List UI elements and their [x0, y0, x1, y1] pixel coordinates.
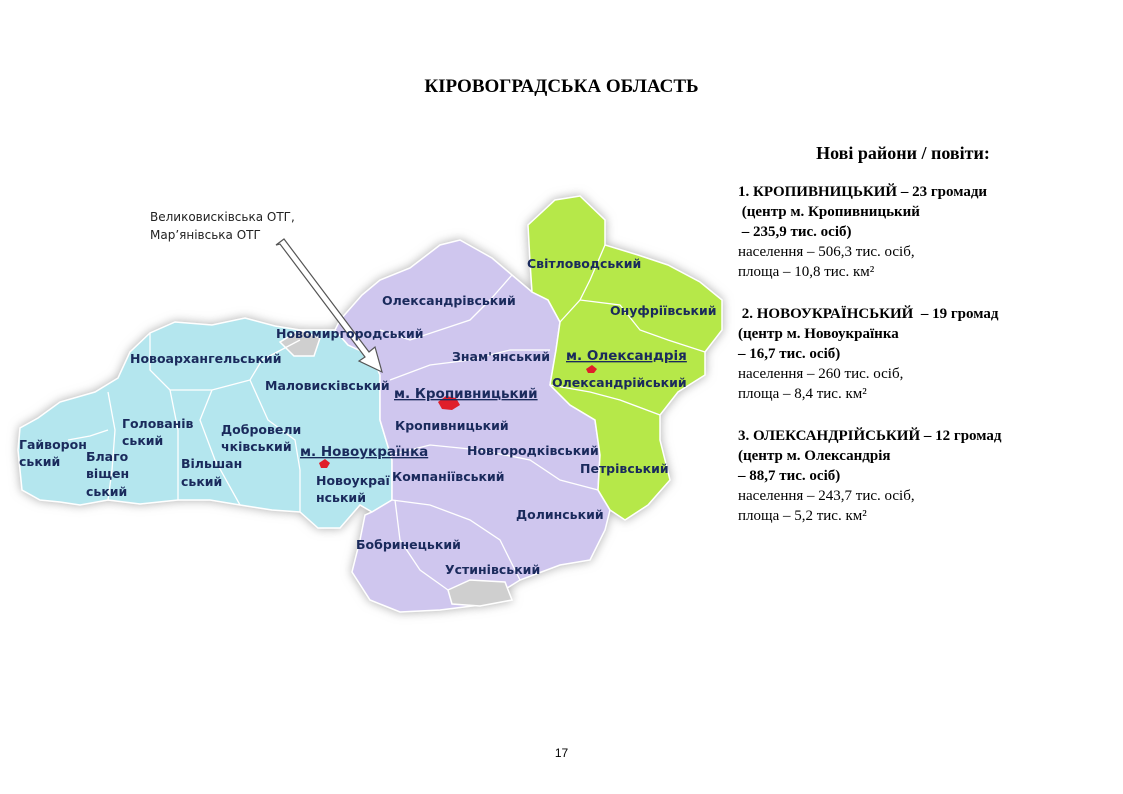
district-entry-kropyvnytskyi	[738, 182, 1108, 282]
page-title: КІРОВОГРАДСЬКА ОБЛАСТЬ	[424, 76, 699, 97]
label-malovyskivskyi: Маловисківський	[265, 378, 390, 393]
city-label-kropyvnytskyi: м. Кропивницький	[394, 386, 538, 402]
label-blahovishchenskyi-3: ський	[86, 484, 128, 499]
annotation-line-1: Великовисківська ОТГ,	[150, 210, 295, 224]
districts-legend	[738, 143, 1108, 548]
label-haivoronskyi-2: ський	[19, 454, 61, 469]
district-center-population: – 88,7 тис. осіб)	[738, 468, 841, 484]
label-kropyvnytskyi: Кропивницький	[395, 418, 509, 433]
district-center-population: – 16,7 тис. осіб)	[738, 346, 841, 362]
district-area: площа – 10,8 тис. км²	[738, 264, 875, 280]
label-znamianskyi: Знам'янський	[452, 349, 550, 364]
label-holovanivskyi-2: ський	[122, 433, 164, 448]
label-vilshanskyi-2: ський	[181, 474, 223, 489]
label-novoukrainskyi-2: нський	[316, 490, 366, 505]
label-bobrynetskyi: Бобринецький	[356, 537, 461, 552]
district-center: (центр м. Олександрія	[738, 448, 891, 464]
label-dobrovelychkivskyi-2: чківський	[221, 439, 292, 454]
label-ustynivskyi: Устинівський	[445, 562, 541, 577]
district-entry-novoukrainskyi	[738, 304, 1108, 404]
label-novoukrainskyi-1: Новоукраї	[316, 473, 390, 488]
annotation-line-2: Мар’янівська ОТГ	[150, 228, 261, 242]
label-novhorodkivskyi: Новгородківський	[467, 443, 599, 458]
city-label-novoukrainka: м. Новоукраїнка	[300, 444, 429, 460]
district-center: (центр м. Кропивницький	[738, 204, 920, 220]
label-dobrovelychkivskyi-1: Добровели	[221, 422, 302, 437]
label-holovanivskyi-1: Голованів	[122, 416, 194, 431]
district-area: площа – 8,4 тис. км²	[738, 386, 867, 402]
district-population: населення – 243,7 тис. осіб,	[738, 488, 915, 504]
label-petrivskyi: Петрівський	[580, 461, 669, 476]
label-novomyrhorodskyi: Новомиргородський	[276, 326, 424, 341]
district-title: 2. НОВОУКРАЇНСЬКИЙ – 19 громад	[738, 306, 999, 322]
label-oleksandriiskyi: Олександрійський	[552, 375, 687, 390]
label-dolynskyi: Долинський	[516, 507, 604, 522]
legend-heading: Нові райони / повіти:	[816, 143, 990, 163]
city-label-oleksandriia: м. Олександрія	[566, 348, 687, 364]
district-population: населення – 506,3 тис. осіб,	[738, 244, 915, 260]
label-oleksandrivskyi: Олександрівський	[382, 293, 516, 308]
label-vilshanskyi-1: Вільшан	[181, 456, 243, 471]
district-center-population: – 235,9 тис. осіб)	[738, 224, 852, 240]
district-title: 3. ОЛЕКСАНДРІЙСЬКИЙ – 12 громад	[738, 428, 1002, 444]
district-entry-oleksandriiskyi	[738, 426, 1108, 526]
label-onufriivskyi: Онуфріївський	[610, 303, 717, 318]
label-blahovishchenskyi-2: віщен	[86, 466, 130, 481]
label-svitlovodskyi: Світловодський	[527, 256, 642, 271]
district-area: площа – 5,2 тис. км²	[738, 508, 867, 524]
district-population: населення – 260 тис. осіб,	[738, 366, 904, 382]
page-number: 17	[554, 746, 569, 760]
label-kompaniivskyi: Компаніївський	[392, 469, 505, 484]
district-center: (центр м. Новоукраїнка	[738, 326, 899, 342]
label-haivoronskyi-1: Гайворон	[19, 437, 87, 452]
label-novoarkhanhelskyi: Новоархангельський	[130, 351, 282, 366]
label-blahovishchenskyi-1: Благо	[86, 449, 129, 464]
district-title: 1. КРОПИВНИЦЬКИЙ – 23 громади	[738, 184, 988, 200]
